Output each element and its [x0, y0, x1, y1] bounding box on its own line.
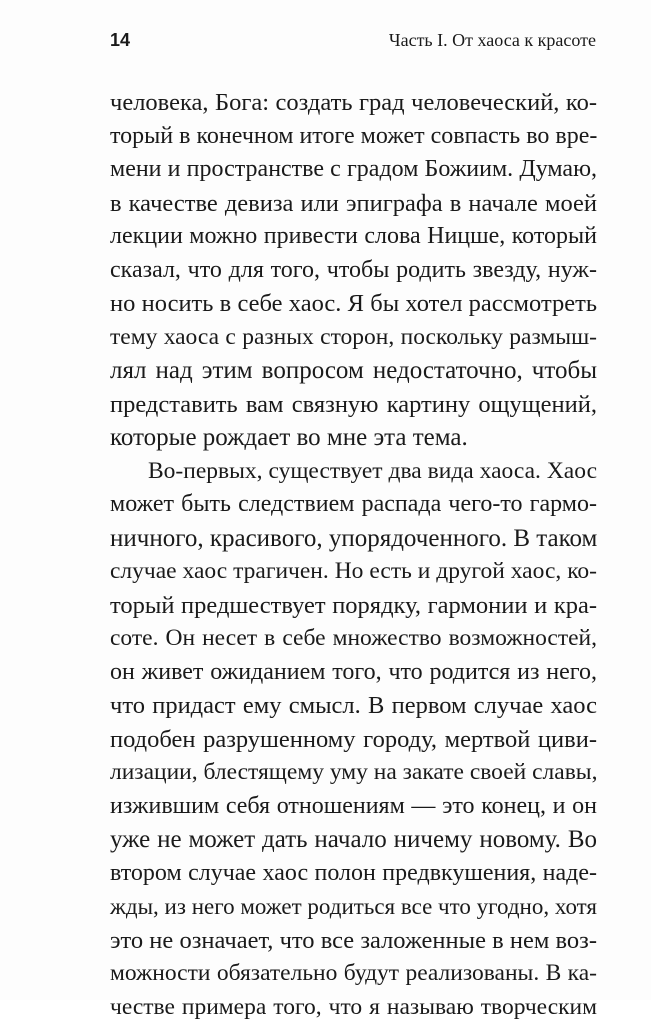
text-line: тему хаоса с разных сторон, поскольку размыш-	[110, 321, 597, 355]
text-line: лял над этим вопросом недостаточно, чтобы	[110, 354, 597, 388]
text-line: изжившим себя отношениям — это конец, и он	[110, 790, 597, 824]
text-line: он живет ожиданием того, что родится из него,	[110, 656, 597, 690]
text-line: Во-первых, существует два вида хаоса. Хаос	[110, 455, 597, 489]
text-line: лекции можно привести слова Ницше, который	[110, 220, 597, 254]
text-line: лизации, блестящему уму на закате своей славы,	[110, 756, 597, 790]
text-line: которые рождает во мне эта тема.	[110, 421, 597, 455]
text-line: соте. Он несет в себе множество возможностей,	[110, 622, 597, 656]
text-line: ничного, красивого, упорядоченного. В таком	[110, 522, 597, 556]
text-line: может быть следствием распада чего-то гармо-	[110, 488, 597, 522]
paragraph-1	[110, 86, 597, 455]
running-title: Часть I. От хаоса к красоте	[389, 30, 596, 51]
text-line: сказал, что для того, чтобы родить звезду, нуж-	[110, 254, 597, 288]
text-line: но носить в себе хаос. Я бы хотел рассмотреть	[110, 287, 597, 321]
text-line: представить вам связную картину ощущений,	[110, 388, 597, 422]
text-line: случае хаос трагичен. Но есть и другой хаос, ко-	[110, 555, 597, 589]
text-line: человека, Бога: создать град человеческий, ко-	[110, 86, 597, 120]
text-line: в качестве девиза или эпиграфа в начале моей	[110, 187, 597, 221]
text-line: это не означает, что все заложенные в нем воз-	[110, 924, 597, 958]
text-line: мени и пространстве с градом Божиим. Думаю,	[110, 153, 597, 187]
text-line: втором случае хаос полон предвкушения, наде-	[110, 857, 597, 891]
text-line: честве примера того, что я называю творческим	[110, 991, 597, 1024]
text-line: уже не может дать начало ничему новому. Во	[110, 823, 597, 857]
text-line: торый в конечном итоге может совпасть во вре-	[110, 120, 597, 154]
text-line: жды, из него может родиться все что угодно, хотя	[110, 890, 597, 924]
page-number: 14	[110, 30, 130, 51]
text-line: что придаст ему смысл. В первом случае хаос	[110, 689, 597, 723]
text-line: подобен разрушенному городу, мертвой циви-	[110, 723, 597, 757]
paragraph-2	[110, 455, 597, 1024]
text-line: торый предшествует порядку, гармонии и кра-	[110, 589, 597, 623]
body-text	[110, 86, 597, 1024]
text-line: можности обязательно будут реализованы. В ка-	[110, 957, 597, 991]
page-header	[110, 30, 596, 56]
